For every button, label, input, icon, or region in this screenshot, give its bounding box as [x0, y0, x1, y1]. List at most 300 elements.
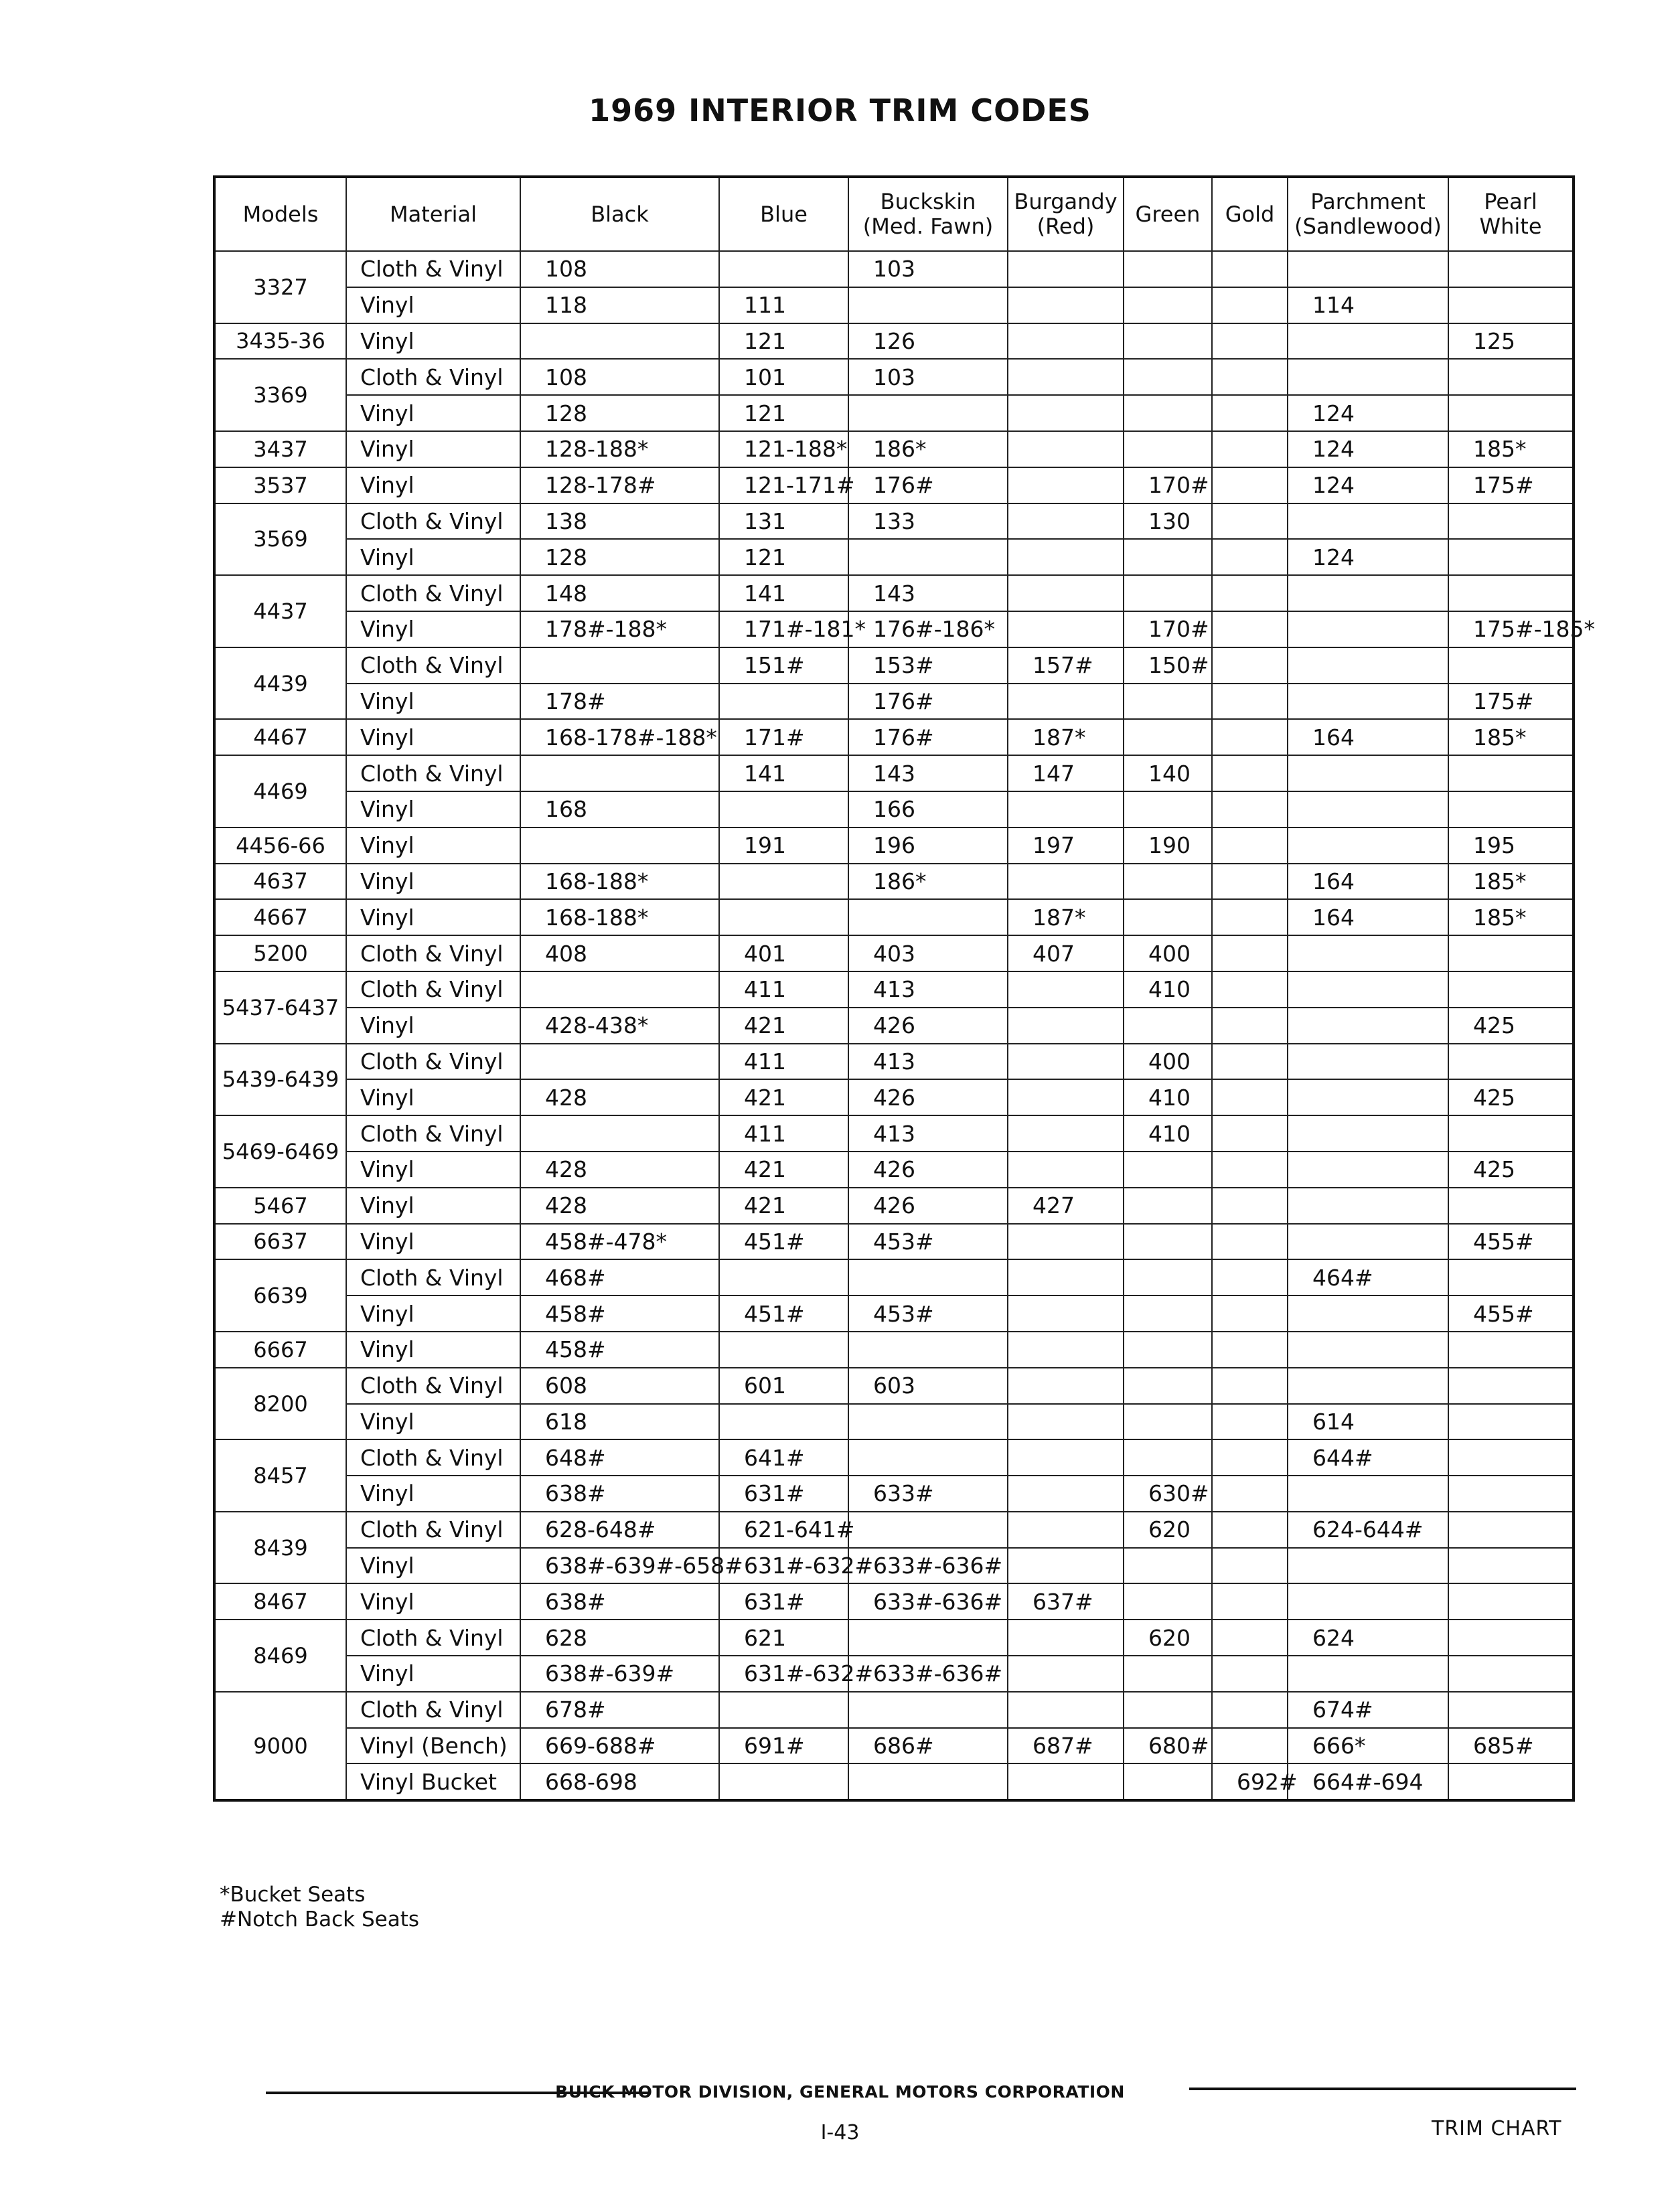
- trim-code-cell: 410: [1124, 1079, 1212, 1115]
- trim-code-cell: 691#: [719, 1728, 848, 1764]
- trim-code-cell: [1124, 1439, 1212, 1476]
- trim-code-cell: [848, 1692, 1008, 1728]
- trim-code-cell: 631#: [719, 1476, 848, 1512]
- trim-code-cell: 121: [719, 323, 848, 360]
- trim-code-cell: [1008, 1439, 1124, 1476]
- trim-code-cell: [848, 287, 1008, 323]
- trim-code-cell: [1448, 1583, 1574, 1620]
- material-cell: Cloth & Vinyl: [346, 1512, 520, 1548]
- trim-code-cell: 141: [719, 575, 848, 611]
- trim-code-cell: 166: [848, 791, 1008, 828]
- trim-code-cell: [1212, 467, 1288, 503]
- trim-code-cell: [1008, 539, 1124, 575]
- trim-code-cell: [1008, 1079, 1124, 1115]
- table-row: [214, 1188, 1574, 1224]
- table-row: [214, 1512, 1574, 1548]
- trim-code-cell: 631#: [719, 1583, 848, 1620]
- trim-code-cell: [1212, 1044, 1288, 1080]
- trim-code-cell: 453#: [848, 1295, 1008, 1332]
- trim-code-cell: 176#: [848, 719, 1008, 755]
- trim-code-cell: 628-648#: [520, 1512, 719, 1548]
- trim-code-cell: 175#: [1448, 467, 1574, 503]
- material-cell: Vinyl: [346, 899, 520, 935]
- trim-code-cell: 413: [848, 1044, 1008, 1080]
- trim-code-cell: 140: [1124, 755, 1212, 791]
- table-row: [214, 647, 1574, 684]
- trim-code-cell: [1008, 1763, 1124, 1800]
- trim-code-cell: 426: [848, 1188, 1008, 1224]
- trim-code-cell: [1288, 1008, 1448, 1044]
- table-row: [214, 719, 1574, 755]
- trim-code-cell: 185*: [1448, 431, 1574, 467]
- material-cell: Cloth & Vinyl: [346, 1044, 520, 1080]
- trim-code-cell: [1008, 503, 1124, 540]
- trim-code-cell: [1448, 1332, 1574, 1368]
- table-row: [214, 395, 1574, 431]
- trim-code-cell: 176#-186*: [848, 611, 1008, 647]
- trim-code-cell: [1212, 791, 1288, 828]
- table-row: [214, 1115, 1574, 1152]
- trim-code-cell: 407: [1008, 935, 1124, 971]
- trim-code-cell: [1288, 755, 1448, 791]
- trim-code-cell: [1448, 1368, 1574, 1404]
- trim-code-cell: 190: [1124, 828, 1212, 864]
- material-cell: Vinyl: [346, 1224, 520, 1260]
- material-cell: Cloth & Vinyl: [346, 1115, 520, 1152]
- material-cell: Vinyl: [346, 467, 520, 503]
- trim-code-cell: [1448, 1620, 1574, 1656]
- trim-code-cell: [1288, 791, 1448, 828]
- trim-code-cell: 638#-639#-658#: [520, 1548, 719, 1584]
- trim-code-cell: 624: [1288, 1620, 1448, 1656]
- material-cell: Vinyl: [346, 431, 520, 467]
- trim-code-cell: [1008, 1008, 1124, 1044]
- material-cell: Vinyl: [346, 323, 520, 360]
- trim-code-cell: [1448, 1188, 1574, 1224]
- trim-code-cell: [1212, 1224, 1288, 1260]
- trim-code-cell: 425: [1448, 1008, 1574, 1044]
- trim-code-cell: [1448, 1656, 1574, 1692]
- trim-code-cell: 185*: [1448, 899, 1574, 935]
- table-row: [214, 503, 1574, 540]
- trim-code-cell: [1008, 431, 1124, 467]
- trim-code-cell: [1124, 575, 1212, 611]
- trim-code-cell: 692#: [1212, 1763, 1288, 1800]
- trim-code-cell: [1448, 1476, 1574, 1512]
- trim-code-cell: [719, 684, 848, 720]
- trim-code-cell: 631#-632#: [719, 1656, 848, 1692]
- table-header-row: [214, 177, 1574, 251]
- trim-code-cell: [1008, 1656, 1124, 1692]
- trim-code-cell: [1008, 287, 1124, 323]
- trim-code-cell: [1008, 971, 1124, 1008]
- trim-code-cell: [1008, 1548, 1124, 1584]
- trim-code-cell: 185*: [1448, 864, 1574, 900]
- trim-code-cell: 168: [520, 791, 719, 828]
- column-header: Material: [346, 177, 520, 251]
- trim-code-cell: [1212, 1332, 1288, 1368]
- model-cell: 5437-6437: [214, 971, 346, 1044]
- trim-code-cell: 125: [1448, 323, 1574, 360]
- trim-code-cell: [1008, 864, 1124, 900]
- trim-code-cell: 141: [719, 755, 848, 791]
- trim-code-cell: [1212, 1583, 1288, 1620]
- trim-code-cell: 164: [1288, 719, 1448, 755]
- trim-code-cell: 401: [719, 935, 848, 971]
- material-cell: Cloth & Vinyl: [346, 647, 520, 684]
- trim-code-cell: [1448, 395, 1574, 431]
- material-cell: Cloth & Vinyl: [346, 1620, 520, 1656]
- trim-code-cell: 131: [719, 503, 848, 540]
- table-row: [214, 359, 1574, 395]
- trim-code-cell: 157#: [1008, 647, 1124, 684]
- model-cell: 4469: [214, 755, 346, 828]
- table-row: [214, 539, 1574, 575]
- table-row: [214, 467, 1574, 503]
- trim-code-cell: [1212, 899, 1288, 935]
- material-cell: Cloth & Vinyl: [346, 359, 520, 395]
- table-row: [214, 1620, 1574, 1656]
- trim-code-cell: [1212, 1439, 1288, 1476]
- trim-code-cell: [1288, 1079, 1448, 1115]
- trim-code-cell: [848, 1763, 1008, 1800]
- trim-code-cell: [719, 1763, 848, 1800]
- material-cell: Vinyl: [346, 684, 520, 720]
- trim-code-cell: [1212, 1152, 1288, 1188]
- material-cell: Vinyl: [346, 864, 520, 900]
- trim-code-cell: [1124, 1692, 1212, 1728]
- trim-code-cell: [1288, 828, 1448, 864]
- trim-code-cell: [1288, 1332, 1448, 1368]
- table-row: [214, 935, 1574, 971]
- trim-code-cell: [1008, 1368, 1124, 1404]
- trim-code-cell: [1008, 1295, 1124, 1332]
- trim-code-cell: 178#: [520, 684, 719, 720]
- trim-code-cell: [1124, 1404, 1212, 1440]
- material-cell: Cloth & Vinyl: [346, 1259, 520, 1295]
- trim-code-cell: 453#: [848, 1224, 1008, 1260]
- trim-code-cell: [1008, 575, 1124, 611]
- trim-code-cell: 628: [520, 1620, 719, 1656]
- trim-code-cell: [1212, 1404, 1288, 1440]
- trim-code-cell: [719, 251, 848, 287]
- trim-code-cell: 126: [848, 323, 1008, 360]
- model-cell: 3369: [214, 359, 346, 431]
- material-cell: Cloth & Vinyl: [346, 1368, 520, 1404]
- model-cell: 9000: [214, 1692, 346, 1800]
- trim-code-cell: [1448, 1404, 1574, 1440]
- trim-code-cell: [1448, 971, 1574, 1008]
- trim-code-cell: 108: [520, 359, 719, 395]
- material-cell: Cloth & Vinyl: [346, 575, 520, 611]
- model-cell: 5469-6469: [214, 1115, 346, 1188]
- trim-code-cell: [1448, 1439, 1574, 1476]
- trim-code-cell: [1448, 1763, 1574, 1800]
- trim-code-cell: [1212, 287, 1288, 323]
- trim-code-cell: [1124, 359, 1212, 395]
- trim-code-cell: [1212, 503, 1288, 540]
- material-cell: Vinyl: [346, 1548, 520, 1584]
- trim-code-cell: [1212, 395, 1288, 431]
- trim-code-cell: 400: [1124, 935, 1212, 971]
- trim-code-cell: 413: [848, 971, 1008, 1008]
- trim-code-cell: [1448, 647, 1574, 684]
- trim-code-cell: 185*: [1448, 719, 1574, 755]
- trim-code-cell: 631#-632#: [719, 1548, 848, 1584]
- trim-code-cell: [1124, 1224, 1212, 1260]
- trim-code-cell: [1288, 1583, 1448, 1620]
- trim-code-cell: 614: [1288, 1404, 1448, 1440]
- trim-code-cell: 638#: [520, 1583, 719, 1620]
- trim-code-cell: [1124, 431, 1212, 467]
- trim-code-cell: 121-188*: [719, 431, 848, 467]
- section-label: TRIM CHART: [1432, 2117, 1562, 2140]
- trim-code-cell: [520, 647, 719, 684]
- material-cell: Vinyl: [346, 1332, 520, 1368]
- trim-code-cell: 133: [848, 503, 1008, 540]
- trim-code-cell: 411: [719, 1115, 848, 1152]
- trim-code-cell: 197: [1008, 828, 1124, 864]
- trim-code-cell: 451#: [719, 1295, 848, 1332]
- trim-code-cell: 147: [1008, 755, 1124, 791]
- trim-code-cell: [1212, 1115, 1288, 1152]
- model-cell: 5439-6439: [214, 1044, 346, 1116]
- model-cell: 4637: [214, 864, 346, 900]
- trim-code-cell: 138: [520, 503, 719, 540]
- trim-code-cell: 186*: [848, 864, 1008, 900]
- trim-code-cell: [1212, 1368, 1288, 1404]
- trim-code-cell: [848, 1439, 1008, 1476]
- trim-code-cell: [1288, 1152, 1448, 1188]
- trim-code-cell: [1288, 1115, 1448, 1152]
- trim-code-cell: [1212, 1692, 1288, 1728]
- material-cell: Vinyl: [346, 611, 520, 647]
- trim-code-cell: 171#-181*: [719, 611, 848, 647]
- trim-code-cell: [1124, 1188, 1212, 1224]
- trim-code-cell: 464#: [1288, 1259, 1448, 1295]
- model-cell: 3537: [214, 467, 346, 503]
- column-header: Buckskin (Med. Fawn): [848, 177, 1008, 251]
- trim-code-cell: [1008, 1512, 1124, 1548]
- trim-code-cell: [1124, 1259, 1212, 1295]
- trim-code-cell: 630#: [1124, 1476, 1212, 1512]
- table-body: [214, 251, 1596, 1800]
- trim-code-cell: 426: [848, 1152, 1008, 1188]
- trim-code-cell: [1124, 287, 1212, 323]
- trim-code-cell: 426: [848, 1079, 1008, 1115]
- trim-code-cell: 128-178#: [520, 467, 719, 503]
- trim-code-cell: 171#: [719, 719, 848, 755]
- material-cell: Cloth & Vinyl: [346, 1439, 520, 1476]
- table-row: [214, 1548, 1574, 1584]
- trim-code-cell: 178#-188*: [520, 611, 719, 647]
- trim-code-cell: [848, 1259, 1008, 1295]
- trim-code-cell: 633#-636#: [848, 1583, 1008, 1620]
- trim-code-cell: 128: [520, 539, 719, 575]
- trim-code-cell: [1212, 719, 1288, 755]
- table-row: [214, 1763, 1574, 1800]
- trim-code-cell: 411: [719, 1044, 848, 1080]
- model-cell: 4456-66: [214, 828, 346, 864]
- model-cell: 6639: [214, 1259, 346, 1332]
- trim-code-cell: 148: [520, 575, 719, 611]
- table-row: [214, 1404, 1574, 1440]
- trim-code-cell: [1124, 899, 1212, 935]
- material-cell: Vinyl: [346, 719, 520, 755]
- trim-code-cell: 638#: [520, 1476, 719, 1512]
- trim-code-cell: 103: [848, 251, 1008, 287]
- footnote-notch-back-seats: #Notch Back Seats: [220, 1907, 419, 1932]
- trim-code-cell: 124: [1288, 539, 1448, 575]
- table-row: [214, 1656, 1574, 1692]
- material-cell: Cloth & Vinyl: [346, 503, 520, 540]
- trim-code-cell: [1288, 1548, 1448, 1584]
- trim-code-cell: 143: [848, 755, 1008, 791]
- trim-code-cell: [848, 1332, 1008, 1368]
- material-cell: Vinyl: [346, 1188, 520, 1224]
- trim-code-cell: [1448, 1548, 1574, 1584]
- trim-code-cell: [1124, 395, 1212, 431]
- material-cell: Vinyl: [346, 791, 520, 828]
- trim-code-cell: [1288, 971, 1448, 1008]
- trim-code-cell: [1008, 1404, 1124, 1440]
- trim-code-cell: [848, 1404, 1008, 1440]
- model-cell: 8439: [214, 1512, 346, 1584]
- table-row: [214, 611, 1574, 647]
- trim-code-cell: 455#: [1448, 1224, 1574, 1260]
- trim-code-cell: [1212, 251, 1288, 287]
- page-title: 1969 INTERIOR TRIM CODES: [589, 92, 1091, 129]
- material-cell: Cloth & Vinyl: [346, 935, 520, 971]
- trim-code-cell: 187*: [1008, 899, 1124, 935]
- trim-code-cell: 195: [1448, 828, 1574, 864]
- table-row: [214, 1476, 1574, 1512]
- table-row: [214, 1295, 1574, 1332]
- trim-code-cell: 621-641#: [719, 1512, 848, 1548]
- trim-code-cell: [520, 755, 719, 791]
- column-header: Pearl White: [1448, 177, 1574, 251]
- model-cell: 8200: [214, 1368, 346, 1440]
- trim-code-cell: 451#: [719, 1224, 848, 1260]
- trim-code-cell: 685#: [1448, 1728, 1574, 1764]
- trim-code-cell: [1124, 251, 1212, 287]
- trim-code-cell: 400: [1124, 1044, 1212, 1080]
- material-cell: Vinyl: [346, 1008, 520, 1044]
- material-cell: Vinyl: [346, 1079, 520, 1115]
- trim-code-cell: 421: [719, 1188, 848, 1224]
- trim-code-cell: [1288, 1476, 1448, 1512]
- material-cell: Vinyl Bucket: [346, 1763, 520, 1800]
- trim-code-cell: 428-438*: [520, 1008, 719, 1044]
- column-header: Models: [214, 177, 346, 251]
- trim-code-cell: [1212, 1620, 1288, 1656]
- trim-code-cell: [1212, 971, 1288, 1008]
- trim-code-cell: 168-178#-188*: [520, 719, 719, 755]
- trim-code-cell: 664#-694: [1288, 1763, 1448, 1800]
- trim-code-cell: 428: [520, 1079, 719, 1115]
- trim-code-cell: 170#: [1124, 611, 1212, 647]
- trim-code-cell: [1124, 1332, 1212, 1368]
- trim-code-cell: 669-688#: [520, 1728, 719, 1764]
- trim-code-cell: [1288, 1044, 1448, 1080]
- trim-code-cell: [1448, 1512, 1574, 1548]
- trim-code-table: [213, 175, 1596, 1802]
- table-row: [214, 828, 1574, 864]
- trim-code-cell: [1288, 323, 1448, 360]
- trim-code-cell: 413: [848, 1115, 1008, 1152]
- table-row: [214, 755, 1574, 791]
- material-cell: Vinyl: [346, 1404, 520, 1440]
- column-header: Burgandy (Red): [1008, 177, 1124, 251]
- footnote-bucket-seats: *Bucket Seats: [220, 1883, 366, 1907]
- trim-code-cell: [1008, 1692, 1124, 1728]
- model-cell: 6637: [214, 1224, 346, 1260]
- trim-code-cell: 458#: [520, 1332, 719, 1368]
- trim-code-cell: 176#: [848, 684, 1008, 720]
- trim-code-cell: [719, 899, 848, 935]
- table-row: [214, 431, 1574, 467]
- trim-code-cell: 408: [520, 935, 719, 971]
- trim-code-cell: [1124, 323, 1212, 360]
- trim-code-cell: [1448, 1692, 1574, 1728]
- trim-code-cell: 103: [848, 359, 1008, 395]
- trim-code-cell: 421: [719, 1079, 848, 1115]
- trim-code-cell: [1212, 935, 1288, 971]
- trim-code-cell: [1448, 755, 1574, 791]
- trim-code-cell: 421: [719, 1152, 848, 1188]
- trim-code-cell: 427: [1008, 1188, 1124, 1224]
- model-cell: 4667: [214, 899, 346, 935]
- trim-code-cell: [719, 791, 848, 828]
- column-header: Gold: [1212, 177, 1288, 251]
- column-header: Parchment (Sandlewood): [1288, 177, 1448, 251]
- trim-code-cell: [1212, 864, 1288, 900]
- trim-code-cell: [1288, 1224, 1448, 1260]
- trim-code-cell: [848, 899, 1008, 935]
- trim-code-cell: [719, 1332, 848, 1368]
- trim-code-cell: 633#-636#: [848, 1656, 1008, 1692]
- trim-code-cell: [1124, 864, 1212, 900]
- trim-code-cell: 410: [1124, 971, 1212, 1008]
- trim-code-cell: 164: [1288, 864, 1448, 900]
- table-row: [214, 1583, 1574, 1620]
- trim-code-cell: 151#: [719, 647, 848, 684]
- trim-code-cell: [1008, 1332, 1124, 1368]
- trim-code-cell: 410: [1124, 1115, 1212, 1152]
- trim-code-cell: [1448, 791, 1574, 828]
- model-cell: 4437: [214, 575, 346, 647]
- trim-code-cell: 641#: [719, 1439, 848, 1476]
- trim-code-cell: [1288, 251, 1448, 287]
- trim-code-cell: [520, 323, 719, 360]
- trim-code-cell: [1124, 1583, 1212, 1620]
- trim-code-cell: [719, 1404, 848, 1440]
- table-row: [214, 251, 1574, 287]
- trim-code-cell: 458#-478*: [520, 1224, 719, 1260]
- trim-code-cell: [1212, 1656, 1288, 1692]
- trim-code-cell: [848, 1512, 1008, 1548]
- trim-code-cell: [1212, 755, 1288, 791]
- trim-code-cell: [1124, 719, 1212, 755]
- trim-code-cell: [1448, 287, 1574, 323]
- trim-code-cell: [1212, 1548, 1288, 1584]
- trim-code-cell: 114: [1288, 287, 1448, 323]
- trim-code-cell: 468#: [520, 1259, 719, 1295]
- trim-code-cell: [1288, 684, 1448, 720]
- trim-code-cell: [1288, 935, 1448, 971]
- material-cell: Vinyl: [346, 539, 520, 575]
- trim-code-cell: [1008, 467, 1124, 503]
